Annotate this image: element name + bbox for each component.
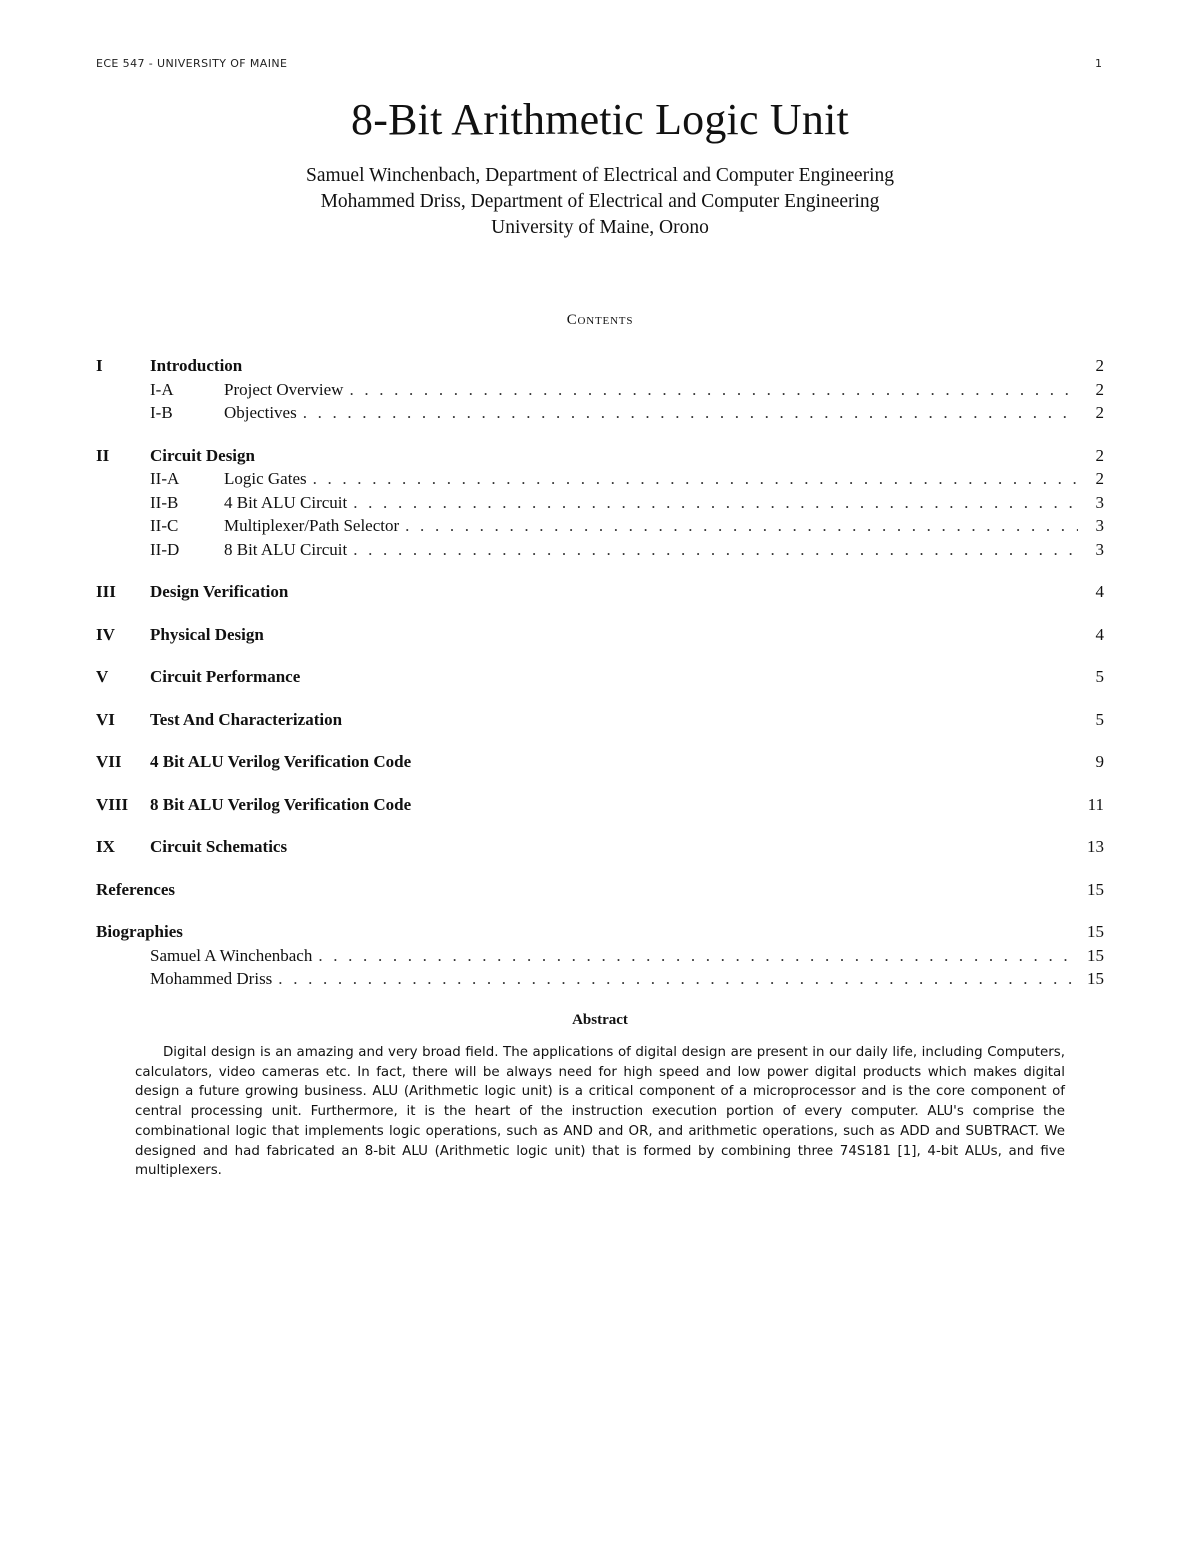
toc-section-number: IX [96, 837, 115, 856]
toc-section-row[interactable] [96, 750, 1104, 774]
toc-page-number: 3 [1095, 539, 1104, 559]
toc-page-number: 15 [1087, 879, 1104, 899]
toc-section-title: Circuit Schematics [150, 837, 288, 856]
contents-heading: Contents [566, 312, 634, 328]
toc-subsection-number: I-B [150, 403, 173, 422]
toc-page-number: 3 [1095, 492, 1104, 512]
toc-page-number: 2 [1095, 379, 1104, 399]
toc-subsection-row[interactable] [96, 944, 1104, 968]
toc-subsection-number: II-A [150, 469, 180, 488]
toc-page-number: 2 [1095, 445, 1104, 465]
toc-section-row[interactable] [96, 793, 1104, 817]
toc-page-number: 2 [1095, 356, 1104, 375]
toc-subsection-number: II-D [150, 539, 180, 559]
author-line: Mohammed Driss, Department of Electrical and Computer Engineering [320, 191, 880, 212]
toc-dot-leader [353, 538, 1078, 562]
toc-section-number: I [96, 356, 103, 375]
toc-section-title: Circuit Design [150, 445, 255, 465]
toc-subsection-number: II-C [150, 516, 179, 535]
abstract-heading: Abstract [572, 1012, 628, 1028]
toc-page-number: 2 [1095, 403, 1104, 422]
toc-subsection-title: Samuel A Winchenbach [150, 945, 313, 965]
toc-page-number: 9 [1095, 752, 1104, 771]
toc-dot-leader [405, 514, 1078, 538]
toc-dot-leader [278, 967, 1078, 991]
toc-subsection-row[interactable] [96, 514, 1104, 538]
toc-section-number: VIII [96, 794, 129, 814]
toc-page-number: 4 [1095, 624, 1104, 644]
toc-section-title: Biographies [96, 922, 183, 941]
toc-subsection-row[interactable] [96, 401, 1104, 425]
toc-dot-leader [349, 378, 1078, 402]
toc-section-title: Test And Characterization [150, 709, 343, 729]
toc-section-title: Circuit Performance [150, 667, 301, 686]
toc-subsection-title: Multiplexer/Path Selector [224, 516, 400, 535]
toc-subsection-number: I-A [150, 379, 174, 399]
toc-subsection-title: Logic Gates [224, 469, 307, 488]
toc-dot-leader [313, 467, 1078, 491]
toc-section-row[interactable] [96, 354, 1104, 378]
author-line: Samuel Winchenbach, Department of Electrical and Computer Engineering [306, 165, 894, 186]
toc-page-number: 15 [1087, 969, 1104, 988]
toc-page-number: 15 [1087, 945, 1104, 965]
toc-page-number: 3 [1095, 516, 1104, 535]
toc-subsection-row[interactable] [96, 467, 1104, 491]
toc-subsection-row[interactable] [96, 491, 1104, 515]
author-block [0, 163, 1200, 241]
toc-subsection-row[interactable] [96, 967, 1104, 991]
toc-subsection-title: Mohammed Driss [150, 969, 273, 988]
toc-page-number: 11 [1087, 794, 1104, 814]
toc-dot-leader [303, 401, 1078, 425]
toc-subsection-row[interactable] [96, 538, 1104, 562]
toc-section-row[interactable] [96, 878, 1104, 902]
toc-section-row[interactable] [96, 708, 1104, 732]
abstract-text: Digital design is an amazing and very broad field. The applications of digital design are present in our daily life, including Computers, calculators, video cameras etc. In fact, there will be always need for high speed and low power digital products which makes digital design a future growing business. ALU (Arithmetic logic unit) is a critical component of a microprocessor and is the core component of central processing unit. Furthermore, it is the heart of the instruction execution portion of every computer. ALU's comprise the combinational logic that implements logic operations, such as AND and OR, and arithmetic operations, such as ADD and SUBTRACT. We designed and had fabricated an 8-bit ALU (Arithmetic logic unit) that is formed by combining three 74S181 [1], 4-bit ALUs, and five multiplexers. [135, 1045, 1065, 1179]
toc-section-number: VI [96, 709, 115, 729]
toc-section-row[interactable] [96, 444, 1104, 468]
toc-subsection-title: 8 Bit ALU Circuit [224, 539, 348, 559]
toc-page-number: 5 [1095, 709, 1104, 729]
toc-dot-leader [318, 944, 1078, 968]
table-of-contents [96, 354, 1104, 991]
toc-section-title: 8 Bit ALU Verilog Verification Code [150, 794, 412, 814]
toc-subsection-title: Objectives [224, 403, 297, 422]
toc-section-number: III [96, 582, 116, 601]
paper-title: 8-Bit Arithmetic Logic Unit [351, 95, 849, 144]
toc-section-title: 4 Bit ALU Verilog Verification Code [150, 752, 412, 771]
toc-page-number: 15 [1087, 922, 1104, 941]
toc-page-number: 2 [1095, 469, 1104, 488]
toc-section-title: Physical Design [150, 624, 264, 644]
running-head: ECE 547 - UNIVERSITY OF MAINE [96, 57, 288, 70]
toc-section-title: Design Verification [150, 582, 289, 601]
toc-section-number: VII [96, 752, 122, 771]
toc-section-number: II [96, 445, 110, 465]
toc-page-number: 13 [1087, 837, 1104, 856]
toc-page-number: 4 [1095, 582, 1104, 601]
toc-subsection-title: Project Overview [224, 379, 344, 399]
toc-section-row[interactable] [96, 665, 1104, 689]
toc-subsection-number: II-B [150, 492, 179, 512]
toc-section-row[interactable] [96, 580, 1104, 604]
toc-section-row[interactable] [96, 920, 1104, 944]
toc-section-number: IV [96, 624, 115, 644]
toc-section-title: References [96, 879, 175, 899]
toc-section-title: Introduction [150, 356, 243, 375]
toc-section-row[interactable] [96, 835, 1104, 859]
toc-subsection-title: 4 Bit ALU Circuit [224, 492, 348, 512]
affiliation-line: University of Maine, Orono [491, 217, 709, 238]
toc-section-row[interactable] [96, 623, 1104, 647]
toc-page-number: 5 [1095, 667, 1104, 686]
toc-section-number: V [96, 667, 109, 686]
toc-dot-leader [353, 491, 1078, 515]
page-number: 1 [1095, 57, 1102, 70]
toc-subsection-row[interactable] [96, 378, 1104, 402]
